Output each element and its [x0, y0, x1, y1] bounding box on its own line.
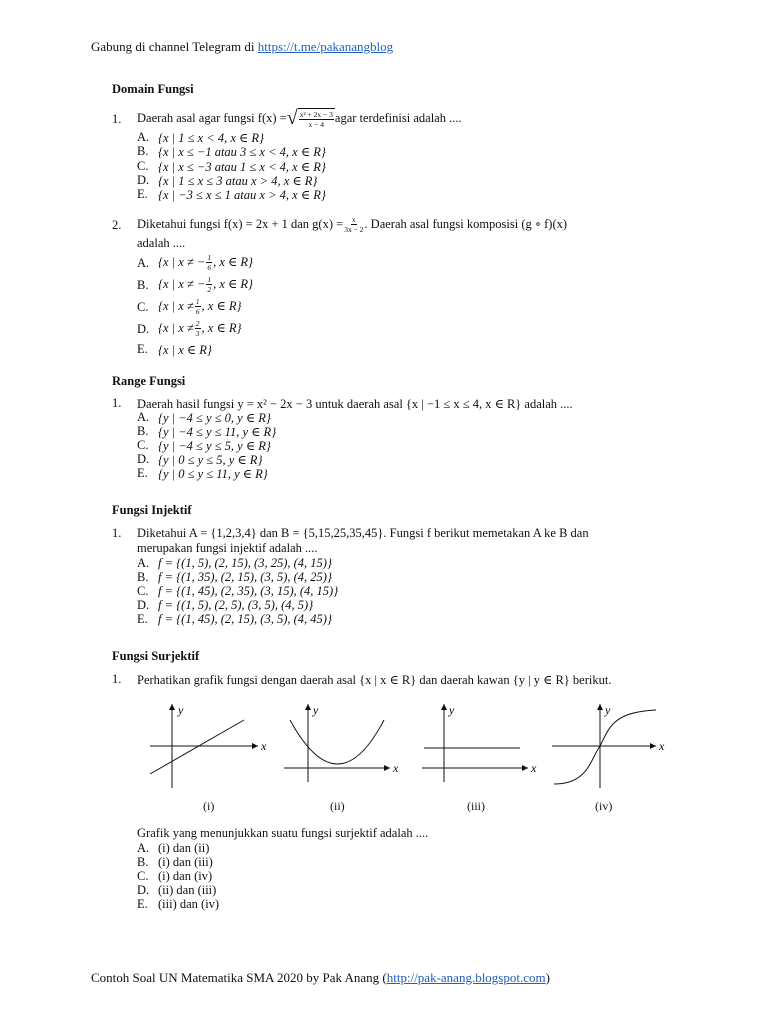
- fraction-denominator: x − 4: [308, 119, 325, 129]
- option-text: (iii) dan (iv): [158, 897, 220, 911]
- y-axis-label: y: [605, 703, 611, 717]
- fraction-denominator: 2: [207, 284, 212, 294]
- option-letter: B.: [137, 855, 149, 869]
- option-text: {x | 1 ≤ x ≤ 3 atau x > 4, x ∈ R}: [158, 174, 318, 188]
- fraction: [344, 215, 363, 234]
- function-curve: [290, 720, 384, 764]
- function-curve: [150, 720, 244, 774]
- option-letter: A.: [137, 256, 150, 270]
- option-text: (i) dan (iii): [158, 855, 213, 869]
- graph-i: [140, 698, 280, 793]
- graph-iv: [548, 698, 678, 793]
- question-pre: Daerah asal agar fungsi f(x) =: [137, 110, 287, 125]
- option-letter: C.: [137, 438, 149, 452]
- footer-close: ): [545, 970, 550, 985]
- option-text: (i) dan (ii): [158, 841, 210, 855]
- option-pre: {x | x ≠: [158, 320, 194, 335]
- blog-link[interactable]: http://pak-anang.blogspot.com: [386, 970, 546, 985]
- question-line2: adalah ....: [137, 236, 186, 250]
- question-number: 1.: [112, 112, 122, 126]
- question-line1: Diketahui A = {1,2,3,4} dan B = {5,15,25,35,45}. Fungsi f berikut memetakan A ke B dan: [137, 526, 589, 540]
- question-text: [137, 104, 462, 132]
- x-axis-label: x: [659, 739, 665, 753]
- option-letter: C.: [137, 584, 149, 598]
- fraction-numerator: 1: [195, 296, 200, 306]
- option-letter: E.: [137, 612, 148, 626]
- option-letter: E.: [137, 466, 148, 480]
- option-letter: D.: [137, 883, 150, 897]
- fraction-denominator: 3: [195, 328, 200, 338]
- option-text: [158, 272, 253, 296]
- option-text: [158, 250, 253, 274]
- question-number: 1.: [112, 672, 122, 686]
- option-letter: D.: [137, 173, 150, 187]
- option-text: f = {(1, 5), (2, 15), (3, 25), (4, 15)}: [158, 556, 332, 570]
- fraction-denominator: 6: [207, 262, 212, 272]
- option-letter: A.: [137, 556, 150, 570]
- option-text: {y | 0 ≤ y ≤ 11, y ∈ R}: [158, 467, 268, 481]
- graph-label: (ii): [330, 799, 345, 813]
- option-text: f = {(1, 45), (2, 35), (3, 15), (4, 15)}: [158, 584, 339, 598]
- option-letter: E.: [137, 342, 148, 356]
- option-letter: C.: [137, 159, 149, 173]
- option-letter: B.: [137, 278, 149, 292]
- question-pre: Diketahui fungsi f(x) = 2x + 1 dan g(x) =: [137, 216, 344, 231]
- fraction-denominator: 6: [195, 306, 200, 316]
- option-text: f = {(1, 5), (2, 5), (3, 5), (4, 5)}: [158, 598, 314, 612]
- option-text: {y | −4 ≤ y ≤ 11, y ∈ R}: [158, 425, 277, 439]
- graph-iii: [418, 698, 548, 793]
- header-text: Gabung di channel Telegram di: [91, 39, 258, 54]
- fraction: [195, 297, 201, 316]
- question-number: 1.: [112, 526, 122, 540]
- option-post: , x ∈ R}: [213, 277, 254, 291]
- option-text: (i) dan (iv): [158, 869, 213, 883]
- option-letter: D.: [137, 322, 150, 336]
- graph-label: (i): [203, 799, 215, 813]
- question-post: agar terdefinisi adalah ....: [334, 110, 462, 125]
- option-text: {y | 0 ≤ y ≤ 5, y ∈ R}: [158, 453, 263, 467]
- option-post: , x ∈ R}: [201, 299, 242, 313]
- graph-label: (iv): [595, 799, 613, 813]
- option-pre: {x | x ≠ −: [158, 254, 206, 269]
- question-text: [137, 212, 567, 236]
- question-text: Daerah hasil fungsi y = x² − 2x − 3 untuk daerah asal {x | −1 ≤ x ≤ 4, x ∈ R} adalah ....: [137, 397, 573, 411]
- option-pre: {x | x ≠ −: [158, 276, 206, 291]
- option-text: [158, 316, 241, 340]
- fraction-numerator: 2: [195, 318, 200, 328]
- option-text: {x | 1 ≤ x < 4, x ∈ R}: [158, 131, 265, 145]
- section-title-injektif: Fungsi Injektif: [112, 503, 192, 517]
- x-axis-label: x: [261, 739, 267, 753]
- footer-text: Contoh Soal UN Matematika SMA 2020 by Pak Anang (: [91, 970, 387, 985]
- footer-line: [91, 970, 550, 986]
- option-letter: A.: [137, 410, 150, 424]
- option-letter: D.: [137, 452, 150, 466]
- option-text: (ii) dan (iii): [158, 883, 217, 897]
- option-text: f = {(1, 35), (2, 15), (3, 5), (4, 25)}: [158, 570, 332, 584]
- section-title-domain: Domain Fungsi: [112, 82, 194, 96]
- option-pre: {x | x ≠: [158, 298, 194, 313]
- option-post: , x ∈ R}: [201, 321, 242, 335]
- section-title-range: Range Fungsi: [112, 374, 186, 388]
- fraction: [195, 319, 201, 338]
- question-text: Grafik yang menunjukkan suatu fungsi surjektif adalah ....: [137, 826, 429, 840]
- fraction: [206, 275, 212, 294]
- function-curve: [554, 710, 656, 784]
- fraction-numerator: 1: [207, 274, 212, 284]
- option-text: {x | x ≤ −1 atau 3 ≤ x < 4, x ∈ R}: [158, 145, 326, 159]
- option-letter: B.: [137, 424, 149, 438]
- option-post: , x ∈ R}: [213, 255, 254, 269]
- telegram-link[interactable]: https://t.me/pakanangblog: [257, 39, 394, 54]
- x-axis-label: x: [531, 761, 537, 775]
- question-post: . Daerah asal fungsi komposisi (g ∘ f)(x): [364, 217, 568, 231]
- option-letter: C.: [137, 869, 149, 883]
- sqrt-expression: [287, 108, 335, 129]
- y-axis-label: y: [449, 703, 455, 717]
- question-line2: merupakan fungsi injektif adalah ....: [137, 541, 318, 555]
- graph-label: (iii): [467, 799, 485, 813]
- option-letter: B.: [137, 144, 149, 158]
- question-text: Perhatikan grafik fungsi dengan daerah asal {x | x ∈ R} dan daerah kawan {y | y ∈ R} berikut.: [137, 673, 612, 687]
- option-text: f = {(1, 45), (2, 15), (3, 5), (4, 45)}: [158, 612, 332, 626]
- fraction-numerator: x: [351, 214, 356, 224]
- option-text: {x | −3 ≤ x ≤ 1 atau x > 4, x ∈ R}: [158, 188, 326, 202]
- question-number: 1.: [112, 396, 122, 410]
- question-number: 2.: [112, 218, 122, 232]
- fraction-numerator: 1: [207, 252, 212, 262]
- option-text: [158, 294, 241, 318]
- section-title-surjektif: Fungsi Surjektif: [112, 649, 200, 663]
- option-letter: A.: [137, 841, 150, 855]
- fraction: [299, 110, 334, 129]
- option-letter: E.: [137, 187, 148, 201]
- y-axis-label: y: [313, 703, 319, 717]
- option-text: {x | x ≤ −3 atau 1 ≤ x < 4, x ∈ R}: [158, 160, 326, 174]
- sqrt-icon: √: [286, 107, 298, 129]
- graph-ii: [280, 698, 410, 793]
- fraction-denominator: 3x − 2: [344, 224, 364, 234]
- y-axis-label: y: [178, 703, 184, 717]
- option-letter: D.: [137, 598, 150, 612]
- option-letter: C.: [137, 300, 149, 314]
- option-text: {y | −4 ≤ y ≤ 5, y ∈ R}: [158, 439, 271, 453]
- option-text: {x | x ∈ R}: [158, 343, 212, 357]
- option-letter: A.: [137, 130, 150, 144]
- x-axis-label: x: [393, 761, 399, 775]
- option-text: {y | −4 ≤ y ≤ 0, y ∈ R}: [158, 411, 271, 425]
- option-letter: B.: [137, 570, 149, 584]
- fraction: [206, 253, 212, 272]
- fraction-numerator: x² + 2x − 3: [299, 109, 333, 119]
- option-letter: E.: [137, 897, 148, 911]
- header-line: [91, 39, 393, 55]
